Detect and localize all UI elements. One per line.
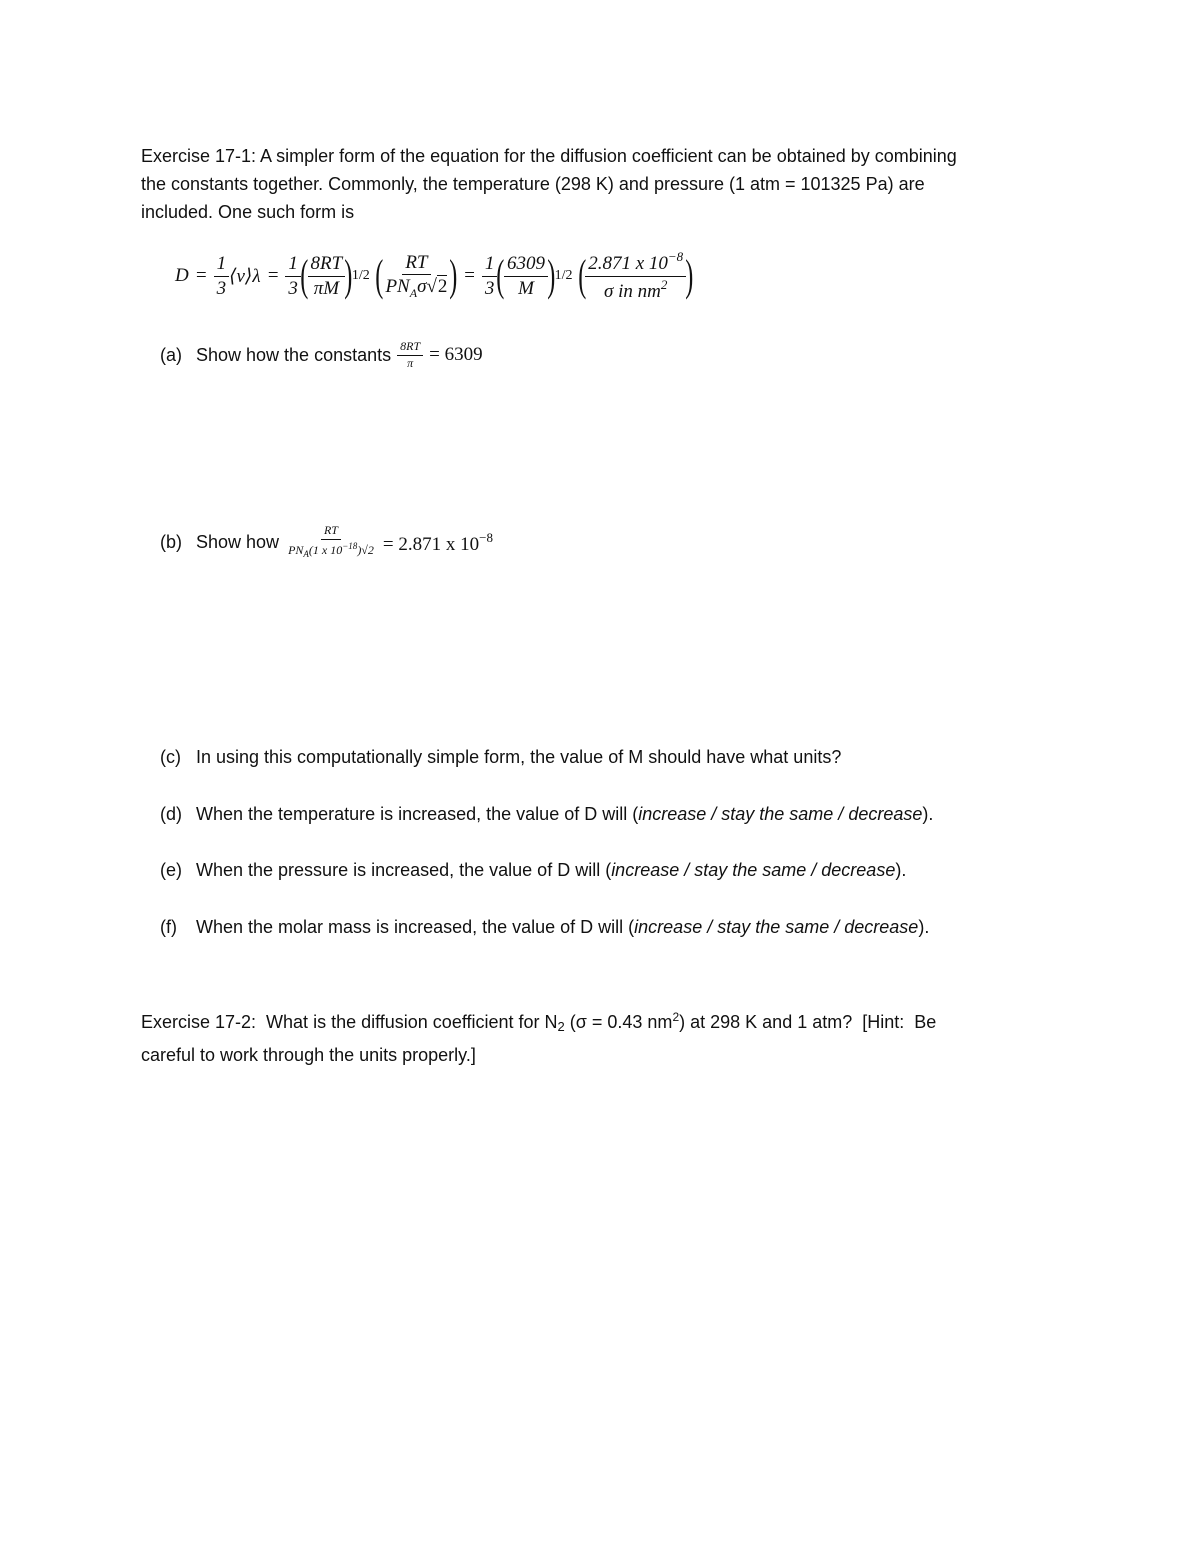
eq-frac-8RT-piM: $\frac{8RT}{\pi M}$ (308, 253, 346, 300)
eq-frac-constant-sigma: $\frac{2.871 x 10^{-8}}{\sigma in nm^2}$ (585, 250, 686, 303)
exercise-17-2-line-1: Exercise 17-2: What is the diffusion coefficient for N2 (σ = 0.43 $nm^2$) at 298 K and 1 atm? [Hint: Be (141, 1010, 937, 1034)
question-e-pre: When the pressure is increased, the value of D will ( (196, 860, 612, 880)
question-a-label: (a) (160, 345, 182, 366)
question-c-text: In using this computationally simple form, the value of M should have what units? (196, 747, 842, 767)
question-a (160, 340, 483, 371)
eq-equals-2: = (266, 265, 280, 287)
eq-frac-one-third-3: $\frac{1}{3}$ (482, 253, 498, 300)
question-b-label: (b) (160, 531, 182, 552)
question-e-label: (e) (160, 860, 182, 880)
exercise-17-1-intro (141, 142, 1071, 226)
exercise-17-2-line-2: careful to work through the units properly.] (141, 1045, 476, 1065)
eq-equals-1: = (194, 265, 208, 287)
question-d (160, 802, 933, 826)
eq-D: D (175, 265, 189, 287)
question-a-text: Show how the constants (196, 345, 392, 366)
diffusion-equation: D = $\frac{1}{3}$ ⟨v⟩λ = $\frac{1}{3}$ ( $\frac{8RT}{\pi M}$ ) 1/2 ( $\frac{RT}{PN_A\sigma√2}$ ) = $\frac{1}{3}$ ( $\frac{6309}{M}$ ) 1/2 ( $\frac{2.871 x 10^{-8}}{\sigma in nm^2}$ ) (175, 249, 694, 302)
intro-line-2: the constants together. Commonly, the temperature (298 K) and pressure (1 atm = 101325 Pa) are (141, 174, 925, 194)
question-a-result: = 6309 (429, 344, 483, 366)
eq-exponent-half-1: 1/2 (351, 268, 370, 284)
eq-frac-one-third-1: $\frac{1}{3}$ (214, 253, 230, 300)
question-d-label: (d) (160, 804, 182, 824)
eq-frac-one-third-2: $\frac{1}{3}$ (285, 253, 301, 300)
question-b (160, 524, 493, 559)
question-f-label: (f) (160, 917, 177, 937)
intro-line-3: included. One such form is (141, 202, 355, 222)
eq-frac-RT-PNAsigma: $\frac{RT}{PN_A\sigma√2}$ (385, 251, 448, 301)
question-f-pre: When the molar mass is increased, the value of D will ( (196, 917, 635, 937)
question-f (160, 915, 929, 939)
question-e (160, 858, 906, 882)
question-b-fraction: $\frac{RT}{PN_A(1 x 10^{-18})√2}$ (288, 523, 374, 559)
question-c (160, 745, 841, 769)
eq-exponent-half-2: 1/2 (554, 268, 573, 284)
eq-frac-6309-M: $\frac{6309}{M}$ (504, 253, 548, 300)
eq-equals-3: = (463, 265, 476, 287)
question-f-options: increase / stay the same / decrease (634, 917, 919, 937)
question-d-pre: When the temperature is increased, the value of D will ( (196, 804, 639, 824)
question-c-label: (c) (160, 747, 181, 767)
question-a-fraction: $\frac{8RT}{\pi}$ (397, 340, 423, 371)
question-e-post: ). (895, 860, 907, 880)
question-f-post: ). (918, 917, 930, 937)
eq-mean-speed-mfp: ⟨v⟩λ (229, 265, 261, 287)
question-b-text: Show how (196, 531, 280, 552)
question-e-options: increase / stay the same / decrease (611, 860, 896, 880)
question-b-result: = 2.871 x $10^{-8}$ (382, 530, 493, 556)
question-d-post: ). (922, 804, 934, 824)
exercise-17-2 (141, 1003, 1071, 1069)
intro-line-1: Exercise 17-1: A simpler form of the equation for the diffusion coefficient can be obtained by combining (141, 146, 957, 166)
question-d-options: increase / stay the same / decrease (638, 804, 923, 824)
